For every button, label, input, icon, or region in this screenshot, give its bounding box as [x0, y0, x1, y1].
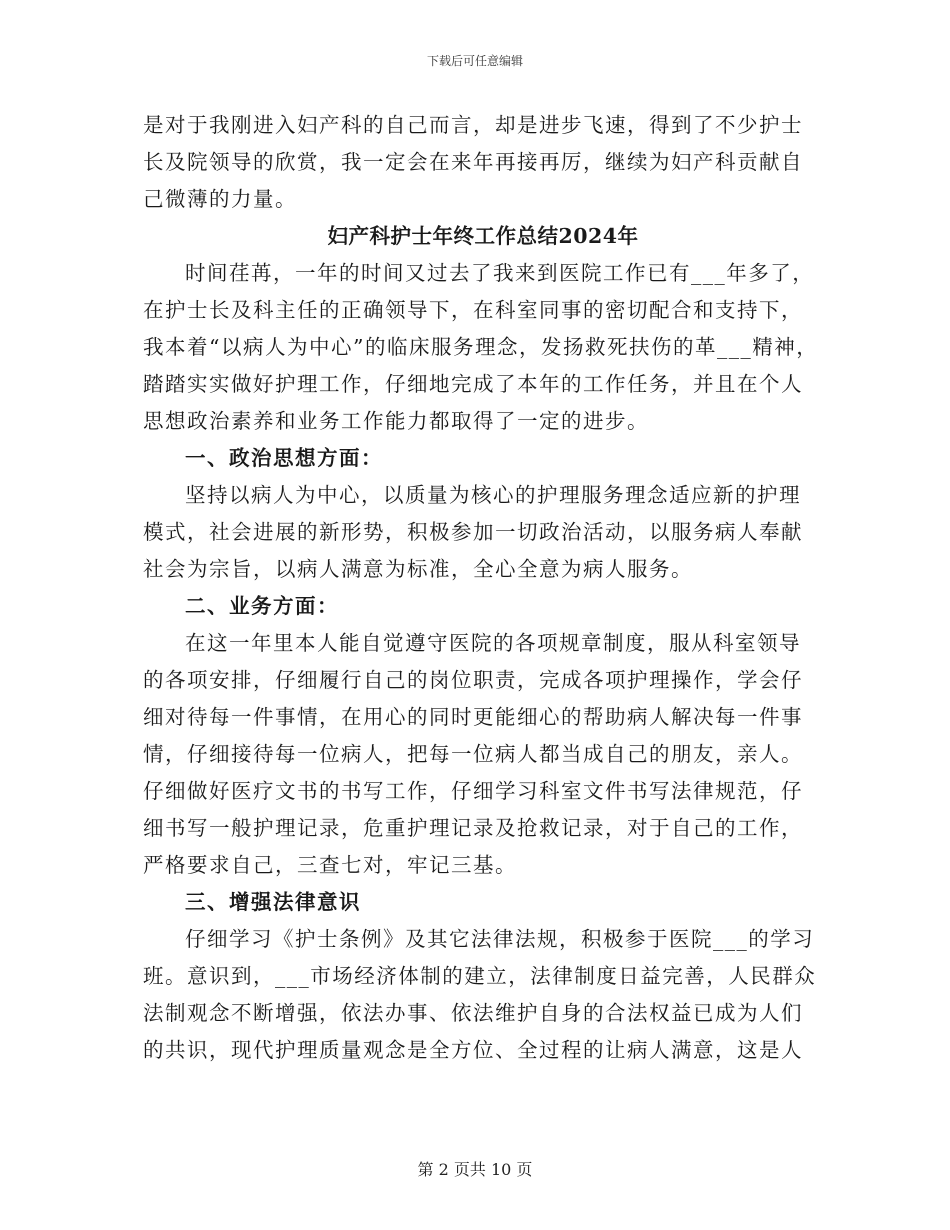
paragraph-line: 仔细学习《护士条例》及其它法律法规，积极参于医院___的学习	[185, 927, 815, 951]
paragraph-line: 时间荏苒，一年的时间又过去了我来到医院工作已有___年多了，	[185, 261, 815, 285]
page-number: 第 2 页共 10 页	[417, 1160, 533, 1179]
paragraph-line: 情，仔细接待每一位病人，把每一位病人都当成自己的朋友，亲人。	[143, 742, 803, 766]
section-heading: 三、增强法律意识	[185, 890, 361, 914]
section-heading: 一、政治思想方面：	[185, 446, 383, 470]
section-heading: 二、业务方面：	[185, 594, 339, 618]
paragraph-line: 细对待每一件事情，在用心的同时更能细心的帮助病人解决每一件事	[143, 705, 803, 729]
paragraph-line: 法制观念不断增强，依法办事、依法维护自身的合法权益已成为人们	[143, 1001, 803, 1025]
paragraph-line: 班。意识到，___市场经济体制的建立，法律制度日益完善，人民群众	[143, 964, 817, 988]
paragraph-line: 严格要求自己，三查七对，牢记三基。	[143, 853, 517, 877]
paragraph-line: 思想政治素养和业务工作能力都取得了一定的进步。	[143, 409, 649, 433]
paragraph-line: 细书写一般护理记录，危重护理记录及抢救记录，对于自己的工作，	[143, 816, 803, 840]
paragraph-line: 模式，社会进展的新形势，积极参加一切政治活动，以服务病人奉献	[143, 520, 803, 544]
paragraph-line: 我本着“以病人为中心”的临床服务理念，发扬救死扶伤的革___精神，	[143, 335, 819, 359]
paragraph-line: 是对于我刚进入妇产科的自己而言，却是进步飞速，得到了不少护士	[143, 113, 803, 137]
paragraph-line: 仔细做好医疗文书的书写工作，仔细学习科室文件书写法律规范，仔	[143, 779, 803, 803]
paragraph-line: 长及院领导的欣赏，我一定会在来年再接再厉，继续为妇产科贡献自	[143, 150, 803, 174]
paragraph-line: 社会为宗旨，以病人满意为标准，全心全意为病人服务。	[143, 557, 693, 581]
document-body	[143, 107, 823, 1069]
paragraph-line: 的共识，现代护理质量观念是全方位、全过程的让病人满意，这是人	[143, 1038, 803, 1062]
page-header: 下载后可任意编辑	[426, 54, 523, 68]
paragraph-line: 踏踏实实做好护理工作，仔细地完成了本年的工作任务，并且在个人	[143, 372, 803, 396]
paragraph-line: 的各项安排，仔细履行自己的岗位职责，完成各项护理操作，学会仔	[143, 668, 803, 692]
paragraph-line: 坚持以病人为中心，以质量为核心的护理服务理念适应新的护理	[185, 483, 801, 507]
paragraph-line: 己微薄的力量。	[143, 187, 297, 211]
document-title: 妇产科护士年终工作总结2024年	[327, 224, 639, 248]
paragraph-line: 在这一年里本人能自觉遵守医院的各项规章制度，服从科室领导	[185, 631, 801, 655]
paragraph-line: 在护士长及科主任的正确领导下，在科室同事的密切配合和支持下，	[143, 298, 803, 322]
